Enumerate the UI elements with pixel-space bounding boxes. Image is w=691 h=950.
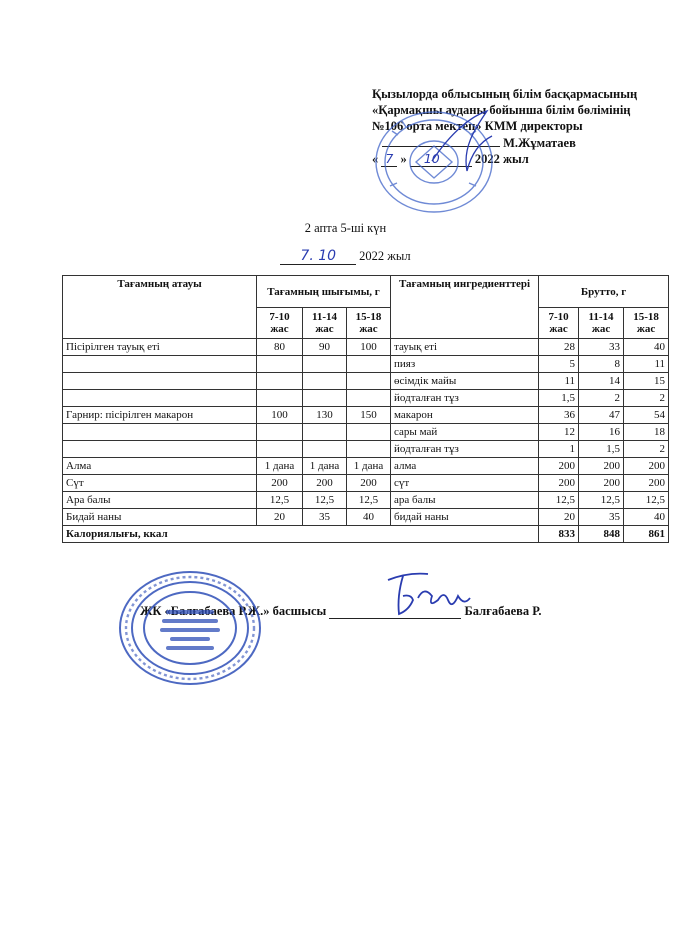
- gross-value: 8: [579, 356, 624, 373]
- output-value: 1 дана: [347, 458, 391, 475]
- approval-line-1: Қызылорда облысының білім басқармасының: [372, 87, 638, 101]
- gross-value: 18: [624, 424, 669, 441]
- output-value: 1 дана: [303, 458, 347, 475]
- dish-name: Сүт: [63, 475, 257, 492]
- output-value: 12,5: [257, 492, 303, 509]
- company-stamp-icon: [116, 568, 264, 688]
- gross-value: 33: [579, 339, 624, 356]
- ingredient-name: пияз: [391, 356, 539, 373]
- approval-date-day: 7: [381, 151, 397, 167]
- ingredient-name: йодталған тұз: [391, 441, 539, 458]
- output-value: [303, 441, 347, 458]
- table-row: [63, 373, 669, 390]
- output-value: [257, 424, 303, 441]
- gross-value: 2: [579, 390, 624, 407]
- output-value: 12,5: [303, 492, 347, 509]
- gross-value: 47: [579, 407, 624, 424]
- output-value: [257, 356, 303, 373]
- output-value: 200: [257, 475, 303, 492]
- calories-value: 833: [539, 526, 579, 543]
- approval-signer: М.Жұматаев: [503, 136, 576, 150]
- gross-value: 200: [579, 475, 624, 492]
- header-output: Тағамның шығымы, г: [257, 276, 391, 308]
- ingredient-name: бидай наны: [391, 509, 539, 526]
- menu-date-hand: 7. 10: [280, 248, 356, 265]
- gross-value: 15: [624, 373, 669, 390]
- header-age: 7-10 жас: [539, 308, 579, 339]
- signature-name: Балғабаева Р.: [464, 604, 542, 618]
- output-value: [347, 373, 391, 390]
- dish-name: Гарнир: пісірілген макарон: [63, 407, 257, 424]
- output-value: 90: [303, 339, 347, 356]
- menu-table: [62, 275, 669, 543]
- gross-value: 12: [539, 424, 579, 441]
- gross-value: 36: [539, 407, 579, 424]
- ingredient-name: макарон: [391, 407, 539, 424]
- output-value: 150: [347, 407, 391, 424]
- gross-value: 12,5: [624, 492, 669, 509]
- ingredient-name: сары май: [391, 424, 539, 441]
- gross-value: 28: [539, 339, 579, 356]
- gross-value: 200: [539, 475, 579, 492]
- calories-row: [63, 526, 669, 543]
- header-age: 11-14 жас: [579, 308, 624, 339]
- dish-name: Ара балы: [63, 492, 257, 509]
- gross-value: 40: [624, 509, 669, 526]
- gross-value: 200: [624, 458, 669, 475]
- menu-date-year: 2022 жыл: [359, 249, 411, 263]
- header-age: 11-14 жас: [303, 308, 347, 339]
- table-row: [63, 509, 669, 526]
- gross-value: 14: [579, 373, 624, 390]
- gross-value: 2: [624, 390, 669, 407]
- gross-value: 12,5: [579, 492, 624, 509]
- header-ingredients: Тағамның ингредиенттері: [391, 276, 539, 339]
- approval-date-year: 2022 жыл: [474, 152, 529, 166]
- gross-value: 1,5: [579, 441, 624, 458]
- dish-name: [63, 373, 257, 390]
- dish-name: Бидай наны: [63, 509, 257, 526]
- table-row: [63, 441, 669, 458]
- table-row: [63, 424, 669, 441]
- table-row: [63, 475, 669, 492]
- menu-title: 2 апта 5-ші күн: [304, 221, 387, 235]
- gross-value: 20: [539, 509, 579, 526]
- calories-value: 848: [579, 526, 624, 543]
- dish-name: Пісірілген тауық еті: [63, 339, 257, 356]
- output-value: 200: [303, 475, 347, 492]
- output-value: [347, 356, 391, 373]
- dish-name: [63, 424, 257, 441]
- output-value: 35: [303, 509, 347, 526]
- output-value: 40: [347, 509, 391, 526]
- table-row: [63, 492, 669, 509]
- gross-value: 11: [624, 356, 669, 373]
- dish-name: Алма: [63, 458, 257, 475]
- calories-value: 861: [624, 526, 669, 543]
- approval-date-close: »: [400, 152, 407, 166]
- output-value: [347, 390, 391, 407]
- table-row: [63, 458, 669, 475]
- dish-name: [63, 390, 257, 407]
- signature-org: ЖК «Балғабаева Р.Ж.» басшысы: [140, 604, 327, 618]
- output-value: [257, 441, 303, 458]
- menu-date: [0, 248, 691, 264]
- gross-value: 200: [624, 475, 669, 492]
- header-dish-name: Тағамның атауы: [63, 276, 257, 339]
- approval-line-2: «Қармақшы ауданы бойынша білім бөлімінің: [372, 103, 631, 117]
- header-age: 15-18 жас: [347, 308, 391, 339]
- school-stamp-icon: [372, 106, 502, 216]
- output-value: [303, 424, 347, 441]
- handwritten-signature-icon: [378, 568, 488, 618]
- gross-value: 1,5: [539, 390, 579, 407]
- ingredient-name: өсімдік майы: [391, 373, 539, 390]
- output-value: [303, 390, 347, 407]
- approval-line-3: №106 орта мектеп» КММ директоры: [372, 119, 583, 133]
- calories-label: Калориялығы, ккал: [63, 526, 539, 543]
- output-value: 12,5: [347, 492, 391, 509]
- dish-name: [63, 441, 257, 458]
- output-value: [303, 373, 347, 390]
- ingredient-name: ара балы: [391, 492, 539, 509]
- approval-date-open: «: [372, 152, 379, 166]
- gross-value: 200: [539, 458, 579, 475]
- header-age: 7-10 жас: [257, 308, 303, 339]
- gross-value: 54: [624, 407, 669, 424]
- table-row: [63, 407, 669, 424]
- header-age: 15-18 жас: [624, 308, 669, 339]
- output-value: 200: [347, 475, 391, 492]
- output-value: [257, 390, 303, 407]
- gross-value: 1: [539, 441, 579, 458]
- output-value: [257, 373, 303, 390]
- gross-value: 40: [624, 339, 669, 356]
- output-value: 80: [257, 339, 303, 356]
- ingredient-name: сүт: [391, 475, 539, 492]
- table-row: [63, 356, 669, 373]
- output-value: [347, 441, 391, 458]
- gross-value: 2: [624, 441, 669, 458]
- ingredient-name: алма: [391, 458, 539, 475]
- gross-value: 16: [579, 424, 624, 441]
- header-gross: Брутто, г: [539, 276, 669, 308]
- gross-value: 11: [539, 373, 579, 390]
- ingredient-name: йодталған тұз: [391, 390, 539, 407]
- output-value: [303, 356, 347, 373]
- output-value: 130: [303, 407, 347, 424]
- output-value: 100: [257, 407, 303, 424]
- output-value: 20: [257, 509, 303, 526]
- dish-name: [63, 356, 257, 373]
- ingredient-name: тауық еті: [391, 339, 539, 356]
- output-value: 1 дана: [257, 458, 303, 475]
- gross-value: 35: [579, 509, 624, 526]
- gross-value: 5: [539, 356, 579, 373]
- table-row: [63, 390, 669, 407]
- gross-value: 12,5: [539, 492, 579, 509]
- table-row: [63, 339, 669, 356]
- output-value: 100: [347, 339, 391, 356]
- gross-value: 200: [579, 458, 624, 475]
- output-value: [347, 424, 391, 441]
- approval-date-month: 10: [410, 151, 472, 167]
